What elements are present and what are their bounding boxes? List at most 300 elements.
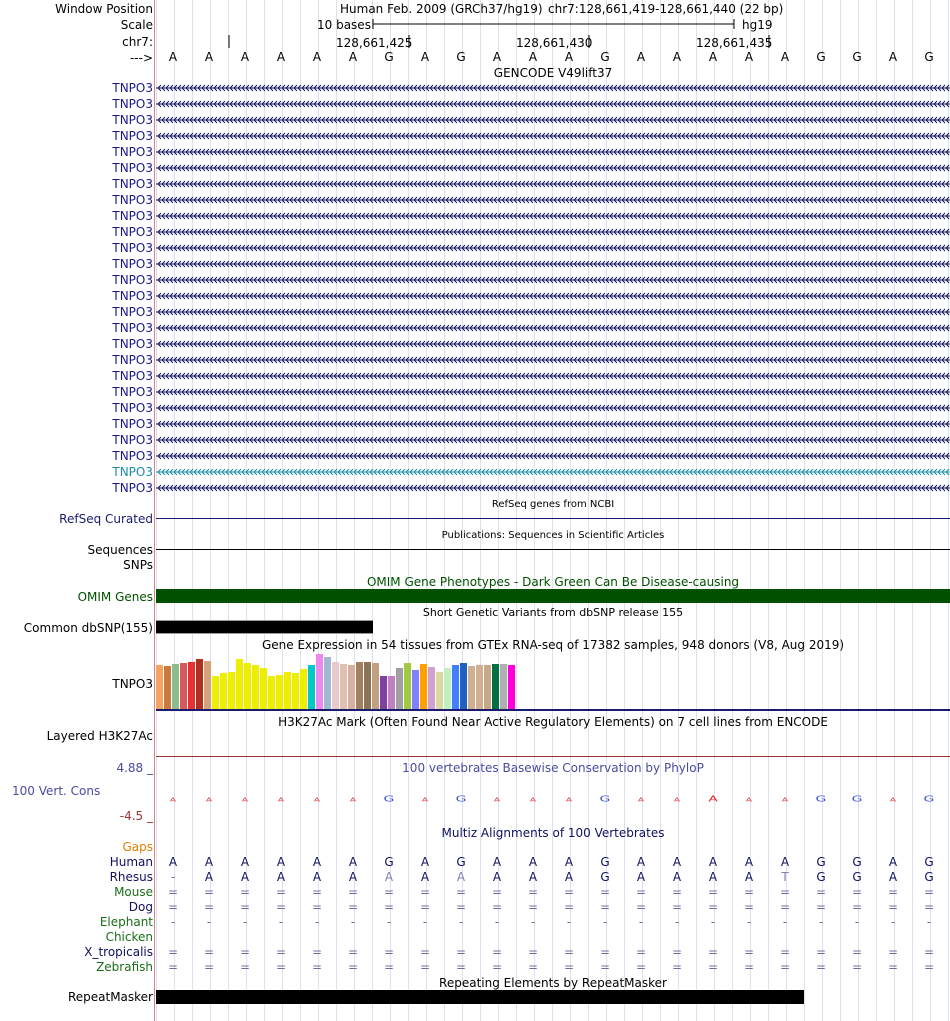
multiz-base: - [890, 915, 896, 929]
multiz-base: = [599, 960, 611, 974]
gtex-tissue-bar[interactable] [220, 673, 227, 709]
multiz-base: = [239, 945, 251, 959]
db-label: hg19 [742, 18, 773, 32]
gencode-transcript[interactable] [156, 373, 950, 379]
gencode-transcript-label[interactable]: TNPO3 [112, 401, 153, 415]
phylop-base-mark[interactable]: G [455, 794, 467, 804]
multiz-base: = [779, 900, 791, 914]
gtex-tissue-bar[interactable] [348, 665, 355, 709]
gtex-tissue-bar[interactable] [452, 665, 459, 709]
multiz-gaps-label[interactable]: Gaps [122, 840, 153, 854]
gtex-tissue-bar[interactable] [284, 672, 291, 709]
phylop-base-mark[interactable]: A [205, 796, 213, 803]
gtex-tissue-bar[interactable] [196, 659, 203, 709]
base-letter: A [888, 50, 898, 64]
multiz-base: = [635, 885, 647, 899]
repeatmasker-element-bar[interactable] [156, 990, 804, 1004]
multiz-base: - [854, 915, 860, 929]
multiz-base: - [818, 915, 824, 929]
gtex-tissue-bar[interactable] [236, 659, 243, 709]
label-separator [154, 0, 155, 1021]
multiz-base: A [888, 870, 898, 884]
multiz-base: A [240, 855, 250, 869]
base-letter: A [240, 50, 250, 64]
phylop-base-mark[interactable]: A [637, 796, 645, 803]
phylop-base-mark[interactable]: A [241, 796, 249, 803]
gencode-transcript[interactable] [156, 341, 950, 347]
phylop-max-label: 4.88 _ [116, 761, 153, 775]
base-sequence [156, 50, 950, 64]
gencode-transcript-label[interactable]: TNPO3 [112, 481, 153, 495]
phylop-base-mark[interactable]: A [349, 796, 357, 803]
multiz-species-label[interactable]: Mouse [114, 885, 153, 899]
gtex-tissue-bar[interactable] [180, 663, 187, 709]
phylop-track-label[interactable]: 100 Vert. Cons [12, 784, 101, 798]
multiz-base: = [491, 945, 503, 959]
gtex-tissue-bar[interactable] [404, 663, 411, 709]
multiz-base: G [384, 855, 394, 869]
gtex-tissue-bar[interactable] [212, 676, 219, 709]
multiz-base: = [419, 945, 431, 959]
multiz-base: = [743, 900, 755, 914]
multiz-base: - [206, 915, 212, 929]
gencode-track-title[interactable]: GENCODE V49lift37 [493, 66, 613, 80]
phylop-conservation-logo[interactable] [156, 790, 950, 814]
gencode-transcript-label[interactable]: TNPO3 [112, 129, 153, 143]
gtex-tissue-bar[interactable] [308, 665, 315, 709]
multiz-base: = [887, 945, 899, 959]
multiz-base: = [167, 960, 179, 974]
gencode-transcript-label[interactable]: TNPO3 [112, 161, 153, 175]
phylop-base-mark[interactable]: A [565, 796, 573, 803]
multiz-base: A [348, 870, 358, 884]
multiz-base: G [816, 870, 826, 884]
multiz-base: = [707, 945, 719, 959]
scale-bar-text: 10 bases [317, 18, 371, 32]
multiz-base: = [851, 960, 863, 974]
gencode-transcripts[interactable] [156, 80, 950, 496]
gtex-tissue-bar[interactable] [188, 662, 195, 709]
gtex-tissue-bar[interactable] [324, 657, 331, 709]
gtex-track-title[interactable]: Gene Expression in 54 tissues from GTEx RNA-seq of 17382 samples, 948 donors (V8, Aug 2019) [261, 638, 845, 652]
gencode-transcript-label[interactable]: TNPO3 [112, 337, 153, 351]
multiz-species-label[interactable]: Dog [128, 900, 153, 914]
multiz-species-label[interactable]: Elephant [99, 915, 153, 929]
multiz-base: = [203, 885, 215, 899]
gencode-transcript[interactable] [156, 437, 950, 443]
multiz-base: - [530, 915, 536, 929]
gencode-transcript-label[interactable]: TNPO3 [112, 289, 153, 303]
multiz-base: - [494, 915, 500, 929]
multiz-base: - [170, 915, 176, 929]
gtex-tissue-bar[interactable] [380, 676, 387, 709]
multiz-base: A [672, 855, 682, 869]
gtex-tissue-bar[interactable] [484, 665, 491, 709]
gencode-transcript[interactable] [156, 389, 950, 395]
multiz-base: = [779, 960, 791, 974]
refseq-gene-line[interactable] [156, 518, 950, 519]
multiz-base: = [383, 945, 395, 959]
base-letter: A [492, 50, 502, 64]
gtex-tissue-bar[interactable] [164, 666, 171, 709]
gtex-tissue-bar[interactable] [468, 666, 475, 709]
multiz-base: A [492, 855, 502, 869]
gtex-tissue-bar[interactable] [356, 662, 363, 709]
gencode-transcript-label[interactable]: TNPO3 [112, 465, 153, 479]
multiz-base: G [456, 855, 466, 869]
multiz-base: = [383, 960, 395, 974]
base-letter: G [600, 50, 610, 64]
gtex-tissue-bar[interactable] [444, 668, 451, 709]
scale-label: Scale [120, 18, 153, 32]
base-letter: A [420, 50, 430, 64]
gtex-tissue-bar[interactable] [260, 668, 267, 709]
multiz-base: = [203, 945, 215, 959]
multiz-base: = [671, 945, 683, 959]
dbsnp-track-label[interactable]: Common dbSNP(155) [23, 621, 153, 635]
gencode-transcript-label[interactable]: TNPO3 [112, 353, 153, 367]
gtex-tissue-bar[interactable] [316, 654, 323, 709]
phylop-base-mark[interactable]: A [493, 796, 501, 803]
multiz-base: = [887, 900, 899, 914]
phylop-base-mark[interactable]: G [599, 794, 611, 804]
ruler-tick-label: 128,661,425 [336, 36, 413, 50]
multiz-base: - [386, 915, 392, 929]
gencode-transcript[interactable] [156, 165, 950, 171]
assembly-label: Human Feb. 2009 (GRCh37/hg19) [340, 2, 543, 16]
h3k27ac-track-title[interactable]: H3K27Ac Mark (Often Found Near Active Regulatory Elements) on 7 cell lines from ENCODE [278, 715, 828, 729]
multiz-base: A [168, 855, 178, 869]
gencode-transcript-label[interactable]: TNPO3 [112, 273, 153, 287]
multiz-base: A [240, 870, 250, 884]
base-letter: A [744, 50, 754, 64]
gtex-tissue-bar[interactable] [300, 669, 307, 709]
phylop-base-mark[interactable]: G [815, 794, 827, 804]
gencode-transcript-label[interactable]: TNPO3 [112, 257, 153, 271]
multiz-base: A [312, 870, 322, 884]
multiz-base: G [600, 870, 610, 884]
gtex-tissue-bar[interactable] [500, 664, 507, 709]
gtex-tissue-bar[interactable] [276, 675, 283, 709]
multiz-base: = [815, 900, 827, 914]
multiz-base: - [458, 915, 464, 929]
multiz-base: = [275, 900, 287, 914]
gencode-transcript-label[interactable]: TNPO3 [112, 113, 153, 127]
multiz-base: - [782, 915, 788, 929]
gencode-transcript[interactable] [156, 133, 950, 139]
gtex-baseline [156, 709, 950, 711]
multiz-base: - [674, 915, 680, 929]
phylop-base-mark[interactable]: A [277, 796, 285, 803]
gencode-transcript-label[interactable]: TNPO3 [112, 369, 153, 383]
gencode-transcript-label[interactable]: TNPO3 [112, 145, 153, 159]
gtex-tissue-bar[interactable] [508, 665, 515, 709]
multiz-base: A [492, 870, 502, 884]
multiz-base: A [564, 870, 574, 884]
phylop-base-mark[interactable]: A [889, 796, 897, 803]
multiz-base: = [383, 885, 395, 899]
multiz-species-label[interactable]: Chicken [105, 930, 153, 944]
multiz-base: = [419, 900, 431, 914]
gencode-transcript-label[interactable]: TNPO3 [112, 305, 153, 319]
gtex-tissue-bar[interactable] [460, 663, 467, 709]
gencode-transcript[interactable] [156, 293, 950, 299]
multiz-species-row[interactable] [156, 960, 950, 974]
gencode-transcript[interactable] [156, 85, 950, 91]
gencode-transcript[interactable] [156, 245, 950, 251]
gtex-track-label[interactable]: TNPO3 [112, 677, 153, 691]
gencode-transcript[interactable] [156, 277, 950, 283]
multiz-base: = [563, 885, 575, 899]
multiz-base: A [744, 870, 754, 884]
multiz-base: - [602, 915, 608, 929]
multiz-base: = [887, 885, 899, 899]
gtex-tissue-bar[interactable] [364, 662, 371, 709]
window-position-label: Window Position [55, 2, 153, 16]
gtex-tissue-bar[interactable] [436, 672, 443, 709]
multiz-base: - [422, 915, 428, 929]
base-letter: A [168, 50, 178, 64]
gtex-tissue-bar[interactable] [204, 661, 211, 709]
multiz-base: = [563, 945, 575, 959]
multiz-base: = [347, 885, 359, 899]
phylop-base-mark[interactable]: A [421, 796, 429, 803]
multiz-base: = [923, 900, 935, 914]
gencode-transcript[interactable] [156, 421, 950, 427]
gencode-transcript-label[interactable]: TNPO3 [112, 209, 153, 223]
omim-track-label[interactable]: OMIM Genes [77, 590, 153, 604]
multiz-base: = [347, 960, 359, 974]
multiz-base: = [203, 900, 215, 914]
publications-track-title[interactable]: Publications: Sequences in Scientific Articles [441, 530, 665, 541]
multiz-base: A [312, 855, 322, 869]
multiz-base: A [528, 870, 538, 884]
multiz-base: A [204, 870, 214, 884]
base-letter: G [816, 50, 826, 64]
multiz-base: = [527, 945, 539, 959]
multiz-track-title[interactable]: Multiz Alignments of 100 Vertebrates [441, 826, 665, 840]
gencode-transcript[interactable] [156, 117, 950, 123]
phylop-base-mark[interactable]: A [745, 796, 753, 803]
multiz-base: A [888, 855, 898, 869]
multiz-base: = [167, 945, 179, 959]
omim-feature-bar[interactable] [156, 589, 950, 603]
omim-track-title[interactable]: OMIM Gene Phenotypes - Dark Green Can Be Disease-causing [366, 575, 740, 589]
gencode-transcript[interactable] [156, 453, 950, 459]
phylop-base-mark[interactable]: A [313, 796, 321, 803]
base-letter: A [708, 50, 718, 64]
multiz-base: = [851, 945, 863, 959]
multiz-species-row[interactable] [156, 930, 950, 944]
dbsnp-track-title[interactable]: Short Genetic Variants from dbSNP release 155 [422, 606, 684, 619]
repeatmasker-track-label[interactable]: RepeatMasker [67, 990, 153, 1004]
gencode-transcript-label[interactable]: TNPO3 [112, 321, 153, 335]
base-letter: G [384, 50, 394, 64]
phylop-base-mark[interactable]: G [923, 794, 935, 804]
gtex-tissue-bar[interactable] [372, 663, 379, 709]
multiz-base: A [708, 870, 718, 884]
scale-bar [372, 17, 736, 31]
multiz-base: = [779, 885, 791, 899]
multiz-base: = [815, 945, 827, 959]
gtex-tissue-bar[interactable] [228, 672, 235, 709]
gencode-transcript[interactable] [156, 309, 950, 315]
gtex-tissue-bar[interactable] [172, 664, 179, 709]
base-letter: A [312, 50, 322, 64]
multiz-base: - [242, 915, 248, 929]
multiz-base: = [635, 945, 647, 959]
multiz-base: - [278, 915, 284, 929]
multiz-species-row[interactable] [156, 855, 950, 869]
gencode-transcript[interactable] [156, 101, 950, 107]
gencode-transcript[interactable] [156, 485, 950, 491]
gtex-tissue-bar[interactable] [292, 673, 299, 709]
gencode-transcript-label[interactable]: TNPO3 [112, 81, 153, 95]
gtex-tissue-bar[interactable] [252, 665, 259, 709]
gtex-tissue-bar[interactable] [244, 663, 251, 709]
multiz-base: = [635, 900, 647, 914]
ruler-tick-label: 128,661,430 [516, 36, 593, 50]
phylop-base-mark[interactable]: A [169, 796, 177, 803]
multiz-species-row[interactable] [156, 900, 950, 914]
gencode-transcript-label[interactable]: TNPO3 [112, 417, 153, 431]
gencode-transcript[interactable] [156, 469, 950, 475]
multiz-species-row[interactable] [156, 885, 950, 899]
multiz-species-row[interactable] [156, 915, 950, 929]
multiz-base: G [816, 855, 826, 869]
multiz-base: G [852, 855, 862, 869]
gencode-transcript[interactable] [156, 149, 950, 155]
gtex-tissue-bar[interactable] [332, 662, 339, 709]
dbsnp-variant-bar[interactable] [156, 620, 373, 634]
gencode-transcript[interactable] [156, 261, 950, 267]
gtex-tissue-bar[interactable] [268, 676, 275, 709]
snps-label[interactable]: SNPs [123, 558, 153, 572]
gencode-transcript-label[interactable]: TNPO3 [112, 177, 153, 191]
gtex-tissue-bar[interactable] [492, 664, 499, 709]
multiz-base: = [815, 960, 827, 974]
multiz-base: = [419, 885, 431, 899]
multiz-base: = [671, 960, 683, 974]
multiz-base: = [275, 960, 287, 974]
refseq-track-label[interactable]: RefSeq Curated [59, 512, 153, 526]
multiz-base: - [926, 915, 932, 929]
multiz-species-row[interactable] [156, 870, 950, 884]
multiz-base: = [851, 900, 863, 914]
multiz-species-label[interactable]: Human [109, 855, 153, 869]
multiz-base: = [599, 900, 611, 914]
gtex-tissue-bar[interactable] [428, 667, 435, 709]
ruler-tick-label: 128,661,435 [696, 36, 773, 50]
multiz-base: = [455, 900, 467, 914]
publications-line[interactable] [156, 549, 950, 550]
gencode-transcript[interactable] [156, 357, 950, 363]
multiz-base: = [239, 900, 251, 914]
gencode-transcript-label[interactable]: TNPO3 [112, 385, 153, 399]
multiz-base: = [743, 960, 755, 974]
gtex-tissue-bar[interactable] [412, 670, 419, 709]
gtex-expression-bars[interactable] [156, 654, 950, 712]
position-label[interactable]: chr7:128,661,419-128,661,440 (22 bp) [548, 2, 784, 16]
multiz-base: = [311, 945, 323, 959]
multiz-base: A [672, 870, 682, 884]
multiz-base: A [564, 855, 574, 869]
gencode-transcript[interactable] [156, 181, 950, 187]
base-letter: A [276, 50, 286, 64]
multiz-base: - [566, 915, 572, 929]
multiz-base: = [491, 885, 503, 899]
multiz-base: G [852, 870, 862, 884]
multiz-base: A [708, 855, 718, 869]
multiz-base: = [455, 945, 467, 959]
multiz-base: G [600, 855, 610, 869]
gencode-transcript-label[interactable]: TNPO3 [112, 225, 153, 239]
gencode-transcript[interactable] [156, 325, 950, 331]
gtex-tissue-bar[interactable] [340, 664, 347, 709]
phylop-base-mark[interactable]: G [851, 794, 863, 804]
multiz-base: = [347, 945, 359, 959]
base-letter: A [204, 50, 214, 64]
multiz-base: = [275, 885, 287, 899]
gtex-tissue-bar[interactable] [396, 668, 403, 709]
multiz-base: A [420, 870, 430, 884]
gtex-tissue-bar[interactable] [388, 676, 395, 709]
multiz-species-label[interactable]: Rhesus [109, 870, 153, 884]
gencode-transcript[interactable] [156, 229, 950, 235]
multiz-base: = [923, 960, 935, 974]
multiz-species-row[interactable] [156, 945, 950, 959]
gencode-transcript-label[interactable]: TNPO3 [112, 241, 153, 255]
publications-track-label[interactable]: Sequences [87, 543, 153, 557]
multiz-base: = [923, 945, 935, 959]
base-letter: A [564, 50, 574, 64]
gencode-transcript[interactable] [156, 197, 950, 203]
multiz-base: = [563, 960, 575, 974]
repeatmasker-track-title[interactable]: Repeating Elements by RepeatMasker [439, 976, 667, 990]
base-letter: A [672, 50, 682, 64]
phylop-base-mark[interactable]: A [529, 796, 537, 803]
gencode-transcript-label[interactable]: TNPO3 [112, 433, 153, 447]
multiz-species-label[interactable]: X_tropicalis [84, 945, 153, 959]
gencode-transcript-label[interactable]: TNPO3 [112, 97, 153, 111]
gencode-transcript[interactable] [156, 405, 950, 411]
h3k27ac-track-label[interactable]: Layered H3K27Ac [46, 729, 153, 743]
multiz-base: G [924, 855, 934, 869]
gencode-transcript-label[interactable]: TNPO3 [112, 449, 153, 463]
gtex-tissue-bar[interactable] [476, 665, 483, 709]
multiz-base: = [671, 885, 683, 899]
multiz-base: = [599, 885, 611, 899]
multiz-species-label[interactable]: Zebrafish [96, 960, 153, 974]
multiz-base: = [203, 960, 215, 974]
gtex-tissue-bar[interactable] [420, 664, 427, 709]
phylop-base-mark[interactable]: A [781, 796, 789, 803]
multiz-base: = [275, 945, 287, 959]
phylop-base-mark[interactable]: A [673, 796, 681, 803]
h3k27ac-baseline [156, 756, 950, 757]
refseq-track-title[interactable]: RefSeq genes from NCBI [491, 499, 615, 510]
multiz-base: - [710, 915, 716, 929]
phylop-track-title[interactable]: 100 vertebrates Basewise Conservation by PhyloP [402, 761, 704, 775]
multiz-base: = [923, 885, 935, 899]
phylop-base-mark[interactable]: A [708, 794, 718, 804]
gencode-transcript-label[interactable]: TNPO3 [112, 193, 153, 207]
phylop-base-mark[interactable]: G [383, 794, 395, 804]
multiz-base: A [204, 855, 214, 869]
gtex-tissue-bar[interactable] [156, 665, 163, 709]
multiz-base: = [311, 900, 323, 914]
gencode-transcript[interactable] [156, 213, 950, 219]
